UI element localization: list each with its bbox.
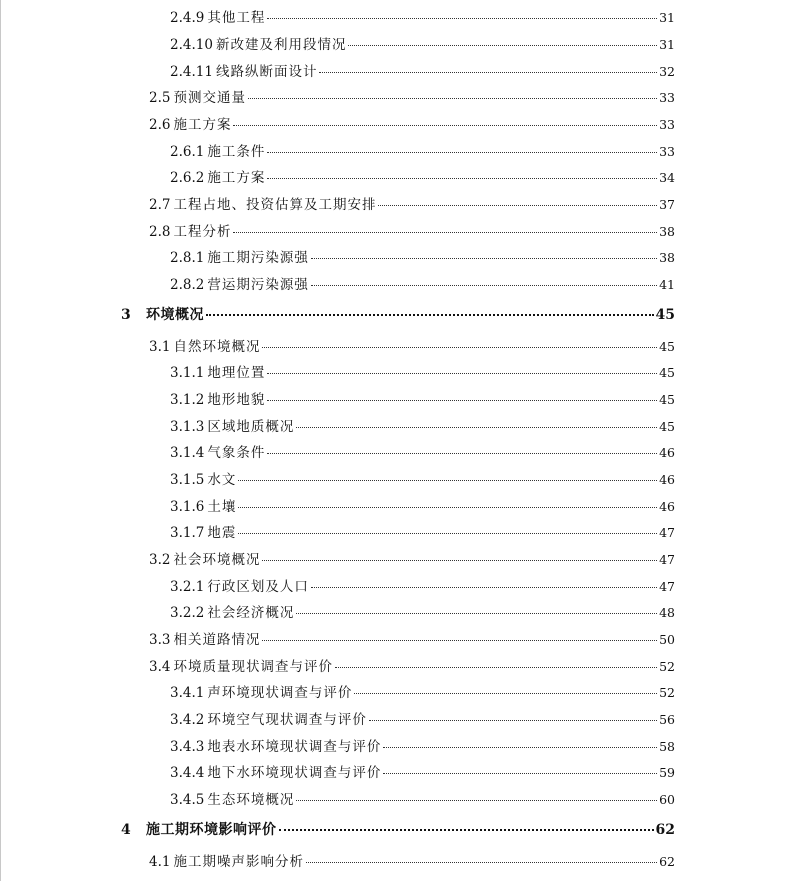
toc-entry-page-number: 45 xyxy=(659,392,675,407)
toc-entry-number: 3.1 xyxy=(149,339,171,355)
toc-entry-title: 地下水环境现状调查与评价 xyxy=(207,765,382,781)
toc-entry-page-number: 37 xyxy=(659,197,675,212)
toc-entry-title: 工程占地、投资估算及工期安排 xyxy=(173,197,377,213)
toc-dot-leader xyxy=(348,45,657,46)
toc-entry-number: 3.1.4 xyxy=(170,445,205,461)
toc-entry-number: 3.4.2 xyxy=(170,712,205,728)
toc-dot-leader xyxy=(238,533,657,534)
toc-entry-title: 环境空气现状调查与评价 xyxy=(207,712,367,728)
toc-entry-number: 2.4.11 xyxy=(170,64,213,80)
toc-entry-page-number: 31 xyxy=(659,10,675,25)
toc-entry-number: 3.4.1 xyxy=(170,685,205,701)
toc-entry-number: 2.6 xyxy=(149,117,171,133)
toc-entry-title: 行政区划及人口 xyxy=(207,579,309,595)
toc-entry-number: 4 xyxy=(121,822,131,838)
toc-entry-title: 自然环境概况 xyxy=(173,339,261,355)
toc-entry-title: 相关道路情况 xyxy=(173,632,261,648)
toc-entry-title: 施工期环境影响评价 xyxy=(146,822,277,838)
toc-entry-title: 施工期噪声影响分析 xyxy=(173,854,304,870)
toc-dot-leader xyxy=(262,560,657,561)
toc-subsection-entry[interactable] xyxy=(170,60,675,82)
toc-entry-page-number: 45 xyxy=(655,307,675,323)
toc-subsection-entry[interactable] xyxy=(170,140,675,162)
toc-dot-leader xyxy=(267,453,657,454)
toc-entry-number: 2.6.2 xyxy=(170,170,205,186)
toc-chapter-entry[interactable] xyxy=(121,819,675,841)
toc-entry-title: 声环境现状调查与评价 xyxy=(207,685,353,701)
toc-entry-title: 气象条件 xyxy=(207,445,266,461)
toc-dot-leader xyxy=(306,862,657,863)
toc-section-entry[interactable] xyxy=(149,548,675,570)
toc-entry-number: 2.6.1 xyxy=(170,144,205,160)
toc-entry-page-number: 58 xyxy=(659,739,675,754)
toc-entry-number: 3.1.1 xyxy=(170,365,205,381)
toc-entry-page-number: 33 xyxy=(659,117,675,132)
toc-dot-leader xyxy=(378,205,657,206)
toc-subsection-entry[interactable] xyxy=(170,361,675,383)
toc-subsection-entry[interactable] xyxy=(170,708,675,730)
toc-dot-leader xyxy=(354,693,657,694)
toc-entry-page-number: 45 xyxy=(659,365,675,380)
toc-entry-number: 3.1.6 xyxy=(170,499,205,515)
toc-subsection-entry[interactable] xyxy=(170,166,675,188)
toc-subsection-entry[interactable] xyxy=(170,388,675,410)
toc-entry-title: 环境概况 xyxy=(146,307,204,323)
toc-subsection-entry[interactable] xyxy=(170,601,675,623)
toc-entry-title: 地理位置 xyxy=(207,365,266,381)
toc-entry-number: 2.8 xyxy=(149,224,171,240)
page-left-border xyxy=(0,0,1,881)
toc-chapter-entry[interactable] xyxy=(121,304,675,326)
toc-entry-title: 环境质量现状调查与评价 xyxy=(173,659,333,675)
toc-entry-number: 3.1.3 xyxy=(170,419,205,435)
toc-entry-page-number: 38 xyxy=(659,250,675,265)
toc-entry-number: 2.7 xyxy=(149,197,171,213)
toc-dot-leader xyxy=(267,18,657,19)
toc-entry-number: 2.8.2 xyxy=(170,277,205,293)
toc-entry-number: 4.1 xyxy=(149,854,171,870)
toc-entry-title: 生态环境概况 xyxy=(207,792,295,808)
toc-dot-leader xyxy=(233,232,657,233)
toc-entry-title: 新改建及利用段情况 xyxy=(215,37,347,53)
toc-dot-leader xyxy=(383,773,657,774)
toc-entry-title: 工程分析 xyxy=(173,224,232,240)
toc-dot-leader xyxy=(233,125,657,126)
toc-dot-leader xyxy=(319,72,657,73)
toc-dot-leader xyxy=(206,314,654,316)
toc-dot-leader xyxy=(296,800,657,801)
toc-dot-leader xyxy=(262,347,657,348)
toc-subsection-entry[interactable] xyxy=(170,495,675,517)
toc-entry-page-number: 32 xyxy=(659,64,675,79)
toc-entry-page-number: 46 xyxy=(659,499,675,514)
toc-dot-leader xyxy=(311,587,657,588)
toc-dot-leader xyxy=(238,480,657,481)
toc-subsection-entry[interactable] xyxy=(170,761,675,783)
toc-section-entry[interactable] xyxy=(149,193,675,215)
toc-entry-page-number: 62 xyxy=(655,822,675,838)
toc-entry-title: 社会经济概况 xyxy=(207,605,295,621)
toc-entry-number: 3 xyxy=(121,307,131,323)
toc-section-entry[interactable] xyxy=(149,850,675,872)
toc-subsection-entry[interactable] xyxy=(170,415,675,437)
toc-dot-leader xyxy=(267,373,657,374)
toc-subsection-entry[interactable] xyxy=(170,681,675,703)
toc-dot-leader xyxy=(262,640,657,641)
toc-subsection-entry[interactable] xyxy=(170,246,675,268)
toc-entry-title: 施工期污染源强 xyxy=(207,250,309,266)
toc-entry-page-number: 48 xyxy=(659,605,675,620)
toc-dot-leader xyxy=(369,720,657,721)
toc-entry-number: 3.3 xyxy=(149,632,171,648)
toc-entry-page-number: 50 xyxy=(659,632,675,647)
toc-entry-number: 2.5 xyxy=(149,90,171,106)
toc-entry-title: 地震 xyxy=(207,525,237,541)
toc-dot-leader xyxy=(248,98,657,99)
toc-entry-page-number: 45 xyxy=(659,339,675,354)
toc-dot-leader xyxy=(267,400,657,401)
toc-dot-leader xyxy=(238,507,657,508)
toc-subsection-entry[interactable] xyxy=(170,273,675,295)
toc-entry-title: 线路纵断面设计 xyxy=(215,64,318,80)
toc-entry-title: 其他工程 xyxy=(207,10,266,26)
toc-subsection-entry[interactable] xyxy=(170,441,675,463)
toc-entry-title: 土壤 xyxy=(207,499,237,515)
toc-entry-page-number: 62 xyxy=(659,854,675,869)
toc-entry-number: 3.4.5 xyxy=(170,792,205,808)
toc-entry-number: 3.4 xyxy=(149,659,171,675)
toc-entry-page-number: 59 xyxy=(659,765,675,780)
toc-entry-page-number: 47 xyxy=(659,579,675,594)
toc-entry-number: 3.2.1 xyxy=(170,579,205,595)
toc-subsection-entry[interactable] xyxy=(170,521,675,543)
toc-entry-title: 地表水环境现状调查与评价 xyxy=(207,739,382,755)
toc-entry-number: 3.2.2 xyxy=(170,605,205,621)
toc-entry-page-number: 38 xyxy=(659,224,675,239)
toc-entry-page-number: 52 xyxy=(659,685,675,700)
toc-entry-page-number: 60 xyxy=(659,792,675,807)
toc-subsection-entry[interactable] xyxy=(170,468,675,490)
toc-entry-number: 3.1.5 xyxy=(170,472,205,488)
toc-entry-title: 社会环境概况 xyxy=(173,552,261,568)
toc-entry-page-number: 47 xyxy=(659,552,675,567)
toc-entry-page-number: 46 xyxy=(659,472,675,487)
toc-entry-number: 3.1.2 xyxy=(170,392,205,408)
toc-entry-number: 2.4.9 xyxy=(170,10,205,26)
toc-entry-title: 施工方案 xyxy=(207,170,266,186)
toc-entry-number: 3.1.7 xyxy=(170,525,205,541)
toc-entry-page-number: 41 xyxy=(659,277,675,292)
toc-subsection-entry[interactable] xyxy=(170,6,675,28)
toc-subsection-entry[interactable] xyxy=(170,33,675,55)
toc-subsection-entry[interactable] xyxy=(170,735,675,757)
toc-entry-number: 3.2 xyxy=(149,552,171,568)
toc-section-entry[interactable] xyxy=(149,220,675,242)
toc-dot-leader xyxy=(383,747,657,748)
toc-entry-page-number: 47 xyxy=(659,525,675,540)
toc-entry-title: 地形地貌 xyxy=(207,392,266,408)
toc-entry-page-number: 56 xyxy=(659,712,675,727)
toc-section-entry[interactable] xyxy=(149,655,675,677)
toc-entry-number: 3.4.4 xyxy=(170,765,205,781)
toc-entry-number: 2.8.1 xyxy=(170,250,205,266)
toc-entry-page-number: 34 xyxy=(659,170,675,185)
toc-dot-leader xyxy=(279,829,654,831)
toc-subsection-entry[interactable] xyxy=(170,575,675,597)
toc-entry-page-number: 31 xyxy=(659,37,675,52)
toc-section-entry[interactable] xyxy=(149,335,675,357)
toc-section-entry[interactable] xyxy=(149,113,675,135)
toc-entry-title: 区域地质概况 xyxy=(207,419,295,435)
toc-dot-leader xyxy=(296,427,657,428)
toc-dot-leader xyxy=(311,285,657,286)
toc-entry-title: 预测交通量 xyxy=(173,90,246,106)
toc-entry-page-number: 52 xyxy=(659,659,675,674)
toc-entry-title: 水文 xyxy=(207,472,237,488)
toc-entry-title: 施工方案 xyxy=(173,117,232,133)
toc-section-entry[interactable] xyxy=(149,628,675,650)
toc-entry-page-number: 33 xyxy=(659,144,675,159)
toc-entry-number: 2.4.10 xyxy=(170,37,213,53)
toc-subsection-entry[interactable] xyxy=(170,788,675,810)
toc-section-entry[interactable] xyxy=(149,86,675,108)
toc-entry-title: 营运期污染源强 xyxy=(207,277,309,293)
toc-entry-page-number: 46 xyxy=(659,445,675,460)
toc-entry-page-number: 45 xyxy=(659,419,675,434)
toc-dot-leader xyxy=(267,178,657,179)
toc-dot-leader xyxy=(311,258,657,259)
toc-dot-leader xyxy=(335,667,657,668)
toc-entry-page-number: 33 xyxy=(659,90,675,105)
toc-dot-leader xyxy=(296,613,657,614)
toc-entry-title: 施工条件 xyxy=(207,144,266,160)
toc-dot-leader xyxy=(267,152,657,153)
toc-entry-number: 3.4.3 xyxy=(170,739,205,755)
